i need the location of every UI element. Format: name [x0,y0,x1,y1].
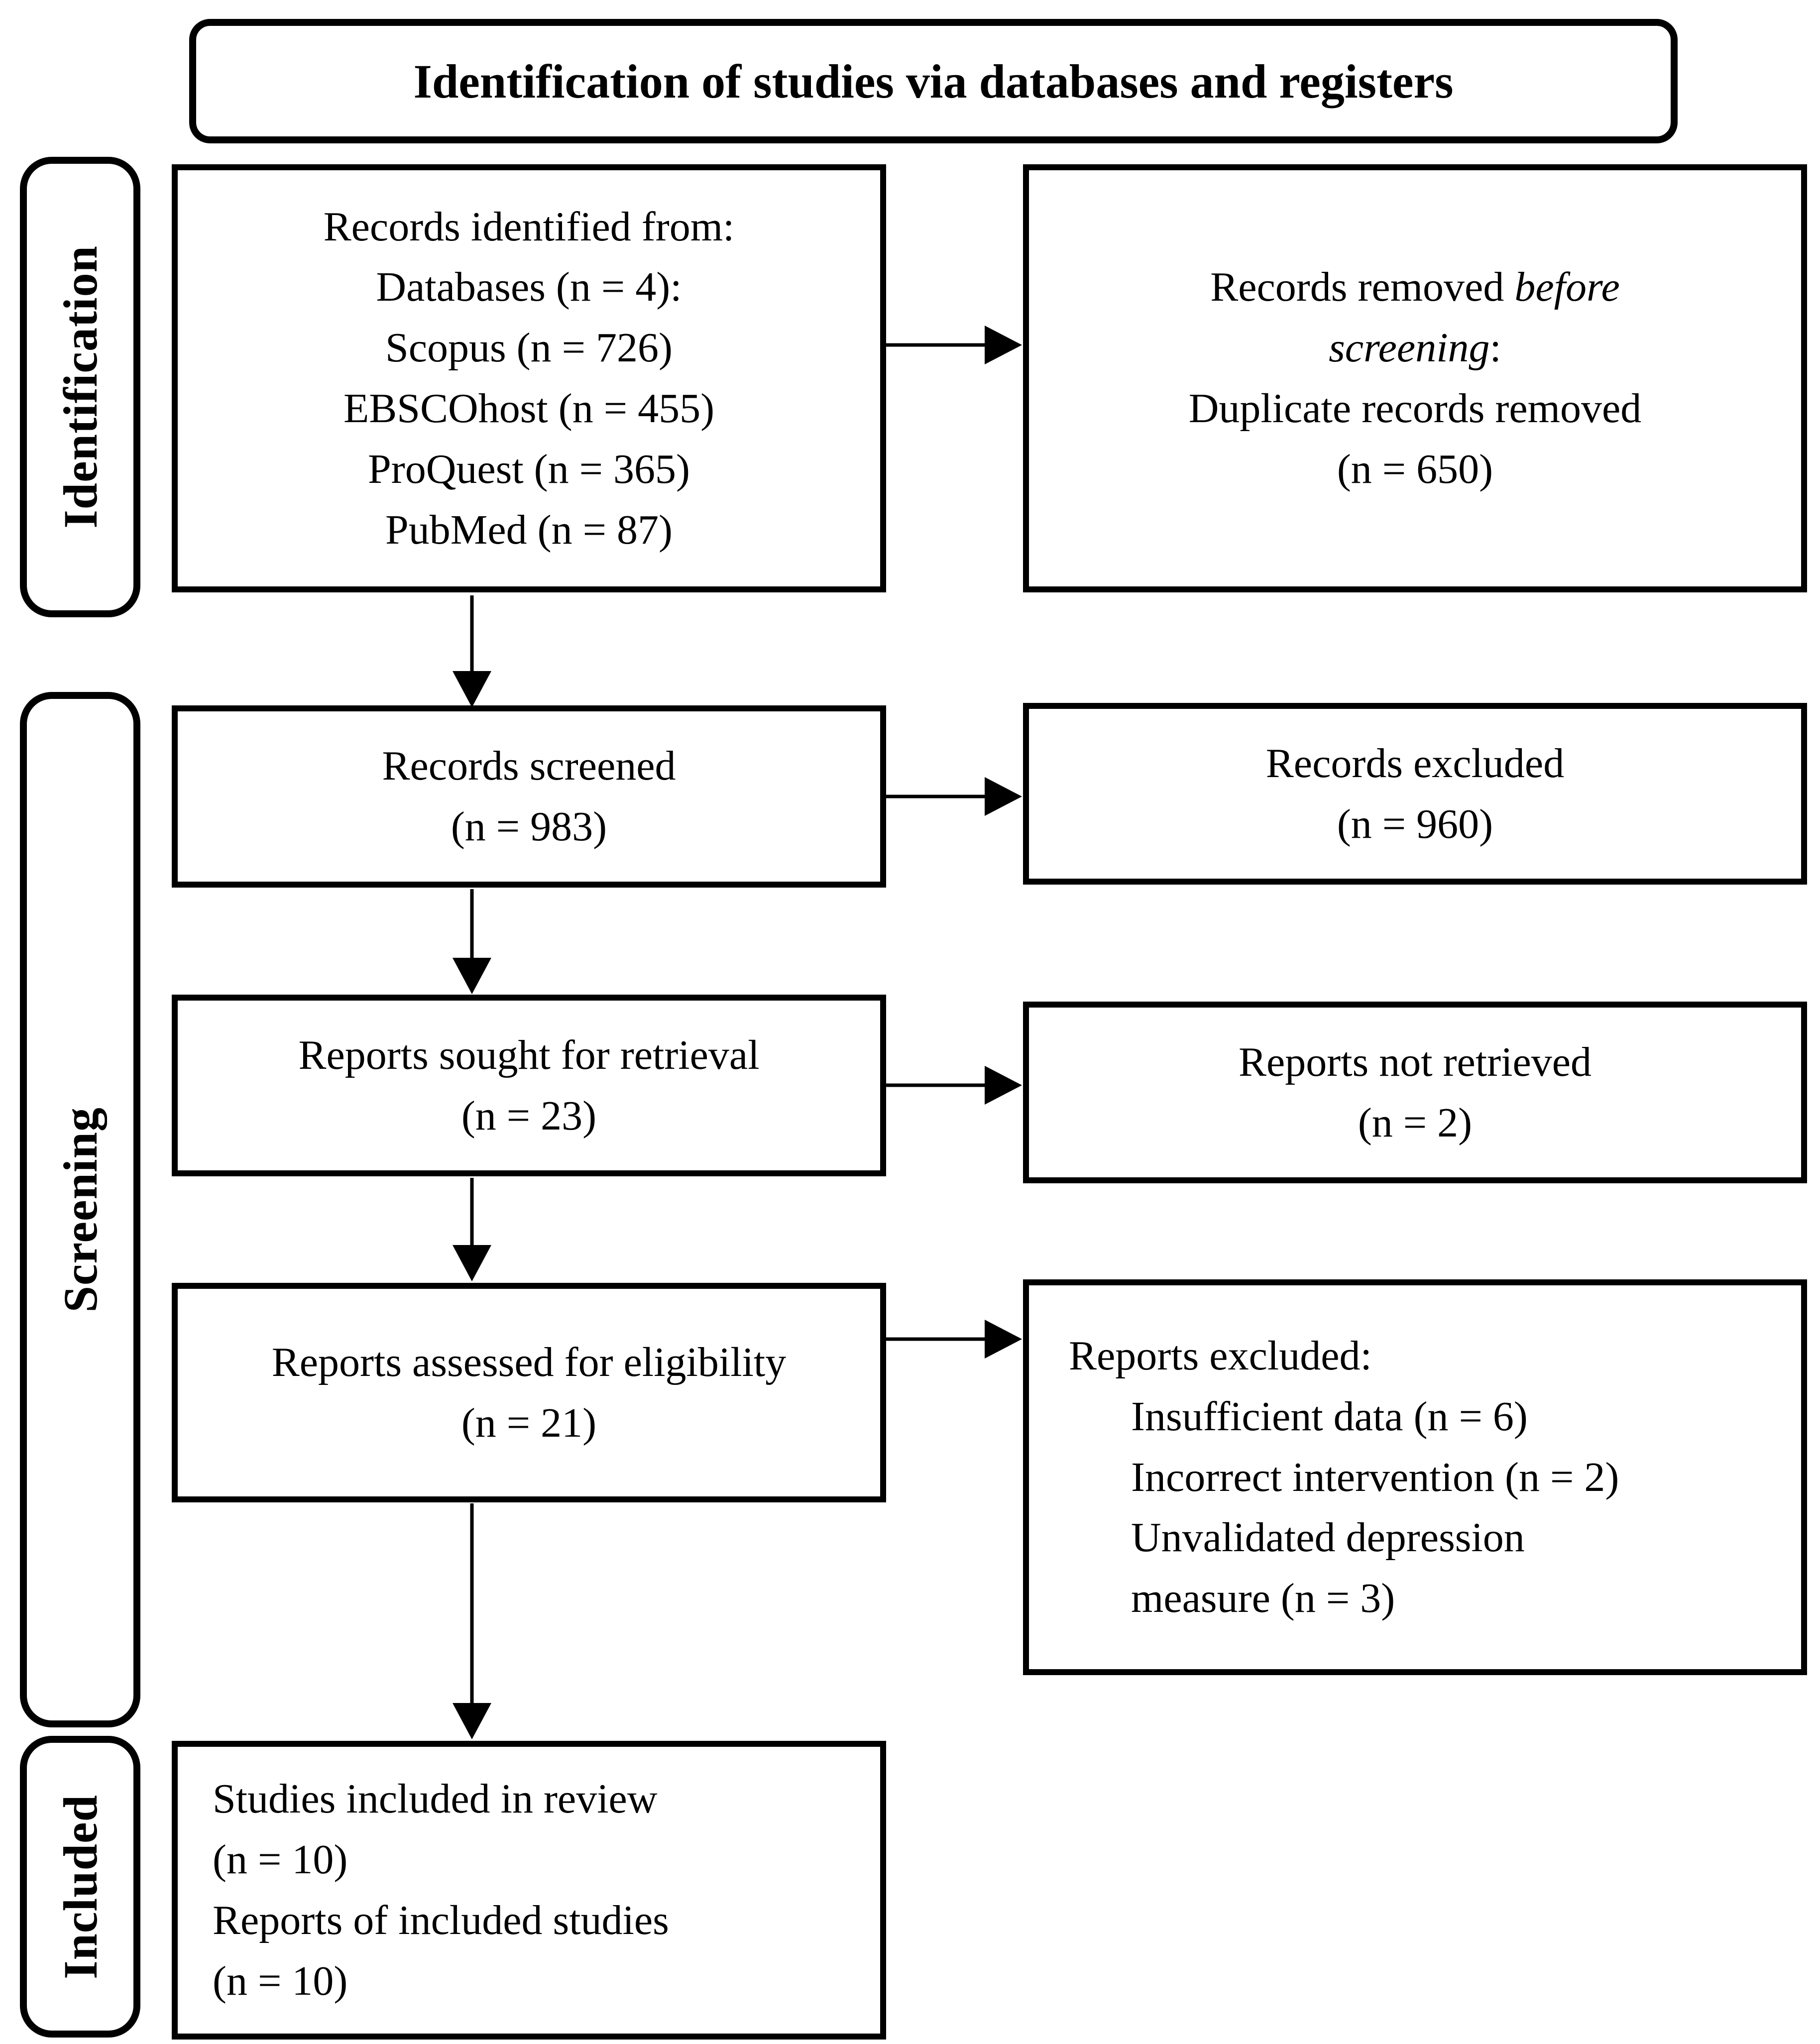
box-reports-assessed [172,1283,886,1502]
stage-included [20,1736,140,2038]
duplicates-removed-line: Duplicate records removed [1188,385,1642,432]
studies-included-count: (n = 10) [213,1836,348,1883]
records-identified-line: Records identified from: [323,203,735,250]
arrow-sought-to-not-retrieved [886,1066,1022,1105]
box-records-removed [1023,164,1807,592]
stage-included-label: Included [53,1794,107,1979]
records-removed-line1 [1210,257,1620,318]
diagram-title: Identification of studies via databases and registers [413,54,1454,108]
records-excluded-count: (n = 960) [1337,800,1493,847]
records-removed-line2-regular: : [1489,325,1501,371]
arrow-identified-to-screened [453,595,491,707]
box-reports-not-retrieved [1023,1002,1807,1183]
records-identified-line: ProQuest (n = 365) [368,446,690,492]
records-identified-line: Databases (n = 4): [376,264,682,311]
exclusion-reason: Unvalidated depression measure (n = 3) [1131,1514,1535,1622]
records-identified-line: PubMed (n = 87) [385,506,673,553]
records-removed-line2-italic: screening [1329,325,1490,371]
reports-sought-line: Reports sought for retrieval [298,1031,760,1078]
exclusion-reason: Incorrect intervention (n = 2) [1131,1454,1619,1500]
duplicates-removed-count: (n = 650) [1337,446,1493,492]
stage-identification-label: Identification [53,245,107,529]
reports-not-retrieved-line: Reports not retrieved [1238,1038,1592,1085]
box-records-screened [172,705,886,888]
box-records-excluded [1023,703,1807,885]
reports-of-included-count: (n = 10) [213,1957,348,2004]
arrow-assessed-to-included [453,1503,491,1739]
reports-not-retrieved-count: (n = 2) [1358,1099,1473,1146]
reports-assessed-line: Reports assessed for eligibility [271,1339,787,1385]
records-removed-line1-italic: before [1514,264,1620,311]
diagram-title-box [189,19,1678,143]
records-screened-line: Records screened [382,743,676,790]
reports-of-included-line: Reports of included studies [213,1897,669,1943]
reports-excluded-heading: Reports excluded: [1069,1333,1372,1379]
stage-identification [20,157,140,617]
box-records-identified [172,164,886,592]
exclusion-reason: Insufficient data (n = 6) [1131,1393,1528,1440]
box-reports-excluded [1023,1279,1807,1675]
arrow-sought-to-assessed [453,1178,491,1281]
box-studies-included [172,1741,886,2040]
box-reports-sought [172,995,886,1176]
records-removed-line1-regular: Records removed [1210,264,1515,311]
records-identified-line: EBSCOhost (n = 455) [343,385,715,432]
records-screened-count: (n = 983) [451,803,607,850]
records-removed-line2 [1329,318,1501,378]
stage-screening-label: Screening [53,1107,107,1313]
arrow-assessed-to-reports-excluded [886,1320,1022,1359]
reports-assessed-count: (n = 21) [461,1399,597,1446]
stage-screening [20,692,140,1727]
arrow-screened-to-excluded [886,777,1022,816]
records-identified-line: Scopus (n = 726) [385,325,673,371]
arrow-identified-to-removed [886,326,1022,364]
reports-sought-count: (n = 23) [461,1092,597,1139]
records-excluded-line: Records excluded [1265,740,1565,787]
studies-included-line: Studies included in review [213,1776,658,1822]
arrow-screened-to-sought [453,889,491,994]
